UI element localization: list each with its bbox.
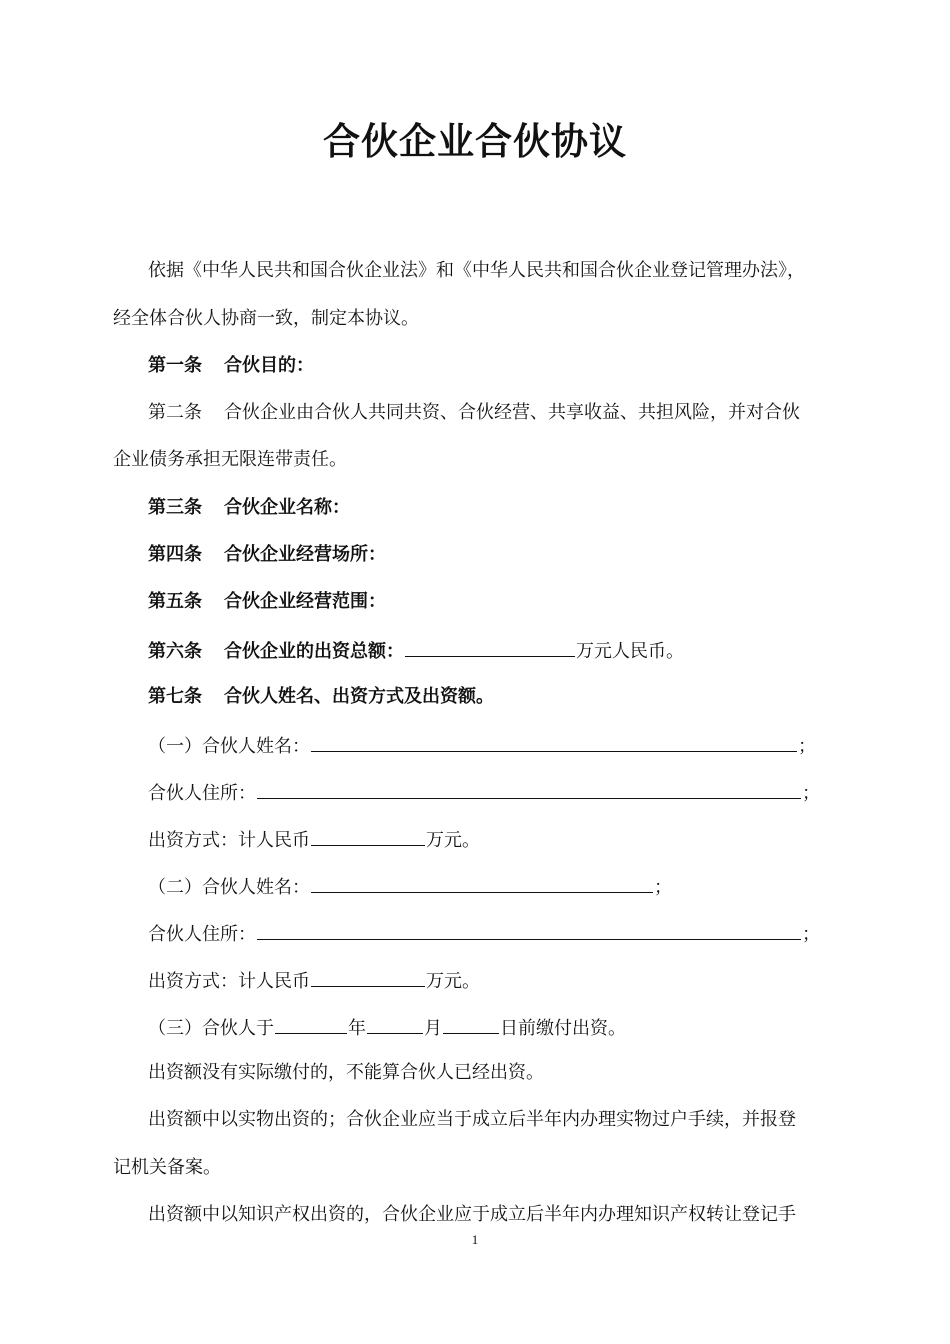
partner-2-address-row xyxy=(148,919,820,948)
article-2-line-1 xyxy=(148,400,800,426)
article-1-text: 合伙目的： xyxy=(224,355,314,376)
partner-1-name-blank[interactable] xyxy=(311,731,797,752)
payment-month-label: 月 xyxy=(424,1018,442,1039)
article-1-label: 第一条 xyxy=(148,355,202,376)
article-3-label: 第三条 xyxy=(148,497,202,518)
article-4-text: 合伙企业经营场所： xyxy=(224,544,386,565)
article-7-text: 合伙人姓名、出资方式及出资额。 xyxy=(224,686,494,707)
article-7 xyxy=(148,684,494,710)
partner-2-address-label: 合伙人住所： xyxy=(148,924,256,945)
article-3-text: 合伙企业名称： xyxy=(224,497,350,518)
article-6 xyxy=(148,636,684,665)
paragraph-physical-line-2: 记机关备案。 xyxy=(113,1157,221,1178)
payment-month-blank[interactable] xyxy=(367,1013,423,1034)
partner-2-name-blank[interactable] xyxy=(311,872,653,893)
intro-line-2: 经全体合伙人协商一致，制定本协议。 xyxy=(113,308,419,329)
semicolon: ； xyxy=(654,877,672,898)
partner-1-contribution-label: 出资方式：计人民币 xyxy=(148,830,310,851)
partner-2-name-row xyxy=(148,872,672,901)
payment-year-blank[interactable] xyxy=(275,1013,347,1034)
semicolon: ； xyxy=(802,783,820,804)
paragraph-ip-line-1: 出资额中以知识产权出资的，合伙企业应于成立后半年内办理知识产权转让登记手 xyxy=(148,1204,796,1225)
semicolon: ； xyxy=(798,736,816,757)
article-4 xyxy=(148,542,386,568)
partner-2-name-label: （二）合伙人姓名： xyxy=(148,877,310,898)
article-2-text: 合伙企业由合伙人共同共资、合伙经营、共享收益、共担风险，并对合伙 xyxy=(224,402,800,423)
article-1 xyxy=(148,353,314,379)
article-5 xyxy=(148,589,386,615)
payment-day-blank[interactable] xyxy=(443,1013,499,1034)
semicolon: ； xyxy=(802,924,820,945)
article-3 xyxy=(148,495,350,521)
article-2-line-2: 企业债务承担无限连带责任。 xyxy=(113,449,347,470)
partner-2-contribution-label: 出资方式：计人民币 xyxy=(148,971,310,992)
partner-2-contribution-row xyxy=(148,966,480,995)
article-5-label: 第五条 xyxy=(148,591,202,612)
article-4-label: 第四条 xyxy=(148,544,202,565)
unit-wan: 万元。 xyxy=(426,830,480,851)
payment-year-label: 年 xyxy=(348,1018,366,1039)
page-number: 1 xyxy=(471,1232,479,1247)
partner-1-name-label: （一）合伙人姓名： xyxy=(148,736,310,757)
article-7-label: 第七条 xyxy=(148,686,202,707)
partner-1-address-row xyxy=(148,778,820,807)
article-6-label: 第六条 xyxy=(148,641,202,662)
total-capital-blank[interactable] xyxy=(405,636,575,657)
document-title: 合伙企业合伙协议 xyxy=(323,120,627,163)
partner-2-address-blank[interactable] xyxy=(257,919,801,940)
article-6-text: 合伙企业的出资总额： xyxy=(224,641,404,662)
article-5-text: 合伙企业经营范围： xyxy=(224,591,386,612)
payment-date-row xyxy=(148,1013,626,1042)
paragraph-physical-line-1: 出资额中以实物出资的；合伙企业应当于成立后半年内办理实物过户手续，并报登 xyxy=(148,1109,796,1130)
intro-line-1: 依据《中华人民共和国合伙企业法》和《中华人民共和国合伙企业登记管理办法》， xyxy=(148,260,805,281)
partner-1-address-blank[interactable] xyxy=(257,778,801,799)
payment-suffix: 日前缴付出资。 xyxy=(500,1018,626,1039)
article-2-label: 第二条 xyxy=(148,402,202,423)
partner-1-name-row xyxy=(148,731,816,760)
article-6-suffix: 万元人民币。 xyxy=(576,641,684,662)
partner-2-amount-blank[interactable] xyxy=(311,966,425,987)
partner-1-amount-blank[interactable] xyxy=(311,825,425,846)
payment-prefix: （三）合伙人于 xyxy=(148,1018,274,1039)
unit-wan: 万元。 xyxy=(426,971,480,992)
partner-1-address-label: 合伙人住所： xyxy=(148,783,256,804)
paragraph-unpaid: 出资额没有实际缴付的，不能算合伙人已经出资。 xyxy=(148,1062,544,1083)
partner-1-contribution-row xyxy=(148,825,480,854)
